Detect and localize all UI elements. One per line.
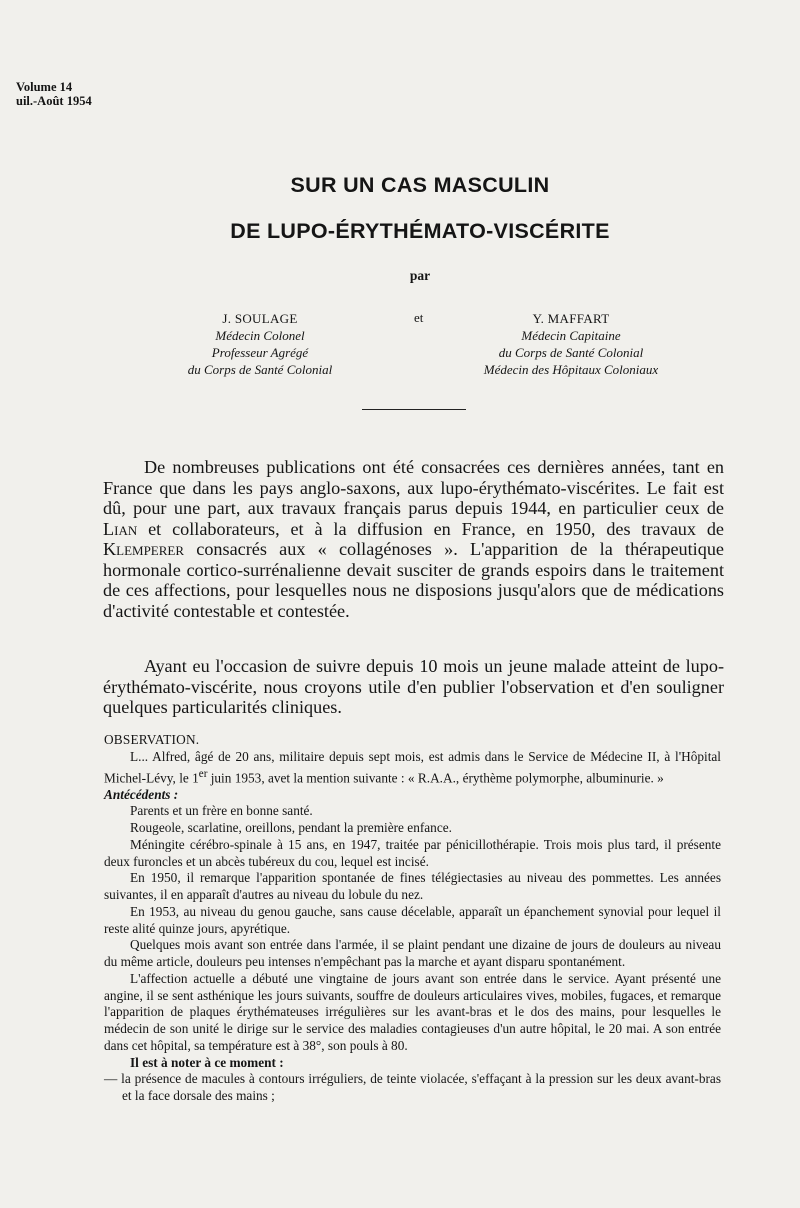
observation-paragraph — [104, 749, 721, 787]
intro-text: et collaborateurs, et à la diffusion en France, en 1950, des travaux de — [137, 518, 724, 539]
author-maffart — [440, 310, 702, 378]
article-title-line-1: SUR UN CAS MASCULIN — [290, 173, 550, 197]
observation-text: L... Alfred, âgé de 20 ans, militaire depuis sept mois, est admis dans le Service de Médecine II, à l'Hôpital Michel-Lévy, le 1 — [104, 748, 721, 785]
observation-paragraph: L'affection actuelle a débuté une vingtaine de jours avant son entrée dans le service. Ayant présenté une angine, il se sent asthénique les jours suivants, souffre de douleurs articulaires vives, mobiles, fugaces, et remarque l'apparition de plaques érythémateuses irrégulières sur les avant-bras et le dos des mains, pour lesquelles le médecin de son unité le dirige sur le service des maladies contagieuses d'un autre hôpital, le 20 mai. A son entrée dans cet hôpital, sa température est à 38°, son pouls à 80. — [104, 970, 721, 1053]
observation-paragraph: En 1953, au niveau du genou gauche, sans cause décelable, apparaît un épanchement synovial pour lequel il reste alité quinze jours, apyrétique. — [104, 903, 721, 936]
observation-list-item: — la présence de macules à contours irréguliers, de teinte violacée, s'effaçant à la pression sur les deux avant-bras et la face dorsale des mains ; — [104, 1071, 721, 1104]
subsection-heading: Antécédents : — [104, 786, 179, 802]
issue-date: uil.-Août 1954 — [16, 94, 92, 108]
article-title-line-2: DE LUPO-ÉRYTHÉMATO-VISCÉRITE — [230, 219, 610, 243]
observation-text: juin 1953, avet la mention suivante : « R.A.A., érythème polymorphe, albuminurie. » — [207, 769, 664, 785]
observation-paragraph: Quelques mois avant son entrée dans l'armée, il se plaint pendant une dizaine de jours de douleurs au niveau du même article, douleurs peu intenses n'empêchant pas la marche et ayant disparu spontanément. — [104, 937, 721, 970]
intro-text: consacrés aux « collagénoses ». L'apparition de la thérapeutique hormonale cortico-surrénalienne devait susciter de grands espoirs dans le traitement de ces affections, pour lesquelles nous ne disposions jusqu'alors que de médications d'activité contestable et contestée. — [103, 539, 724, 621]
author-soulage — [140, 310, 380, 378]
intro-text: Ayant eu l'occasion de suivre depuis 10 mois un jeune malade atteint de lupo-érythémato-viscérite, nous croyons utile d'en publier l'observation et d'en souligner quelques particularités cliniques. — [103, 656, 724, 717]
author-role: du Corps de Santé Colonial — [187, 362, 333, 377]
byline-par: par — [409, 268, 431, 283]
author-name: J. SOULAGE — [222, 311, 298, 326]
observation-section — [104, 732, 721, 1105]
intro-paragraph-2 — [103, 656, 724, 718]
observation-paragraph: En 1950, il remarque l'apparition spontanée de fines télégiectasies au niveau des pommettes. Les années suivantes, il en apparaît d'autres au niveau du lobule du nez. — [104, 870, 721, 903]
observation-paragraph: Rougeole, scarlatine, oreillons, pendant la première enfance. — [130, 820, 452, 836]
title-divider — [362, 409, 466, 410]
cited-author-klemperer: Klemperer — [103, 539, 185, 559]
journal-masthead — [16, 80, 92, 108]
author-role: du Corps de Santé Colonial — [498, 345, 644, 360]
section-heading: OBSERVATION. — [104, 732, 200, 747]
byline-et: et — [414, 310, 424, 325]
author-role: Médecin des Hôpitaux Coloniaux — [483, 362, 659, 377]
observation-paragraph: Parents et un frère en bonne santé. — [130, 803, 313, 819]
author-role: Médecin Capitaine — [521, 328, 621, 343]
volume-label: Volume 14 — [16, 80, 73, 94]
ordinal-superscript: er — [198, 767, 208, 780]
author-role: Médecin Colonel — [215, 328, 305, 343]
author-role: Professeur Agrégé — [211, 345, 309, 360]
observation-paragraph: Méningite cérébro-spinale à 15 ans, en 1947, traitée par pénicillothérapie. Trois mois plus tard, il présente deux furoncles et un abcès tubéreux du cou, lequel est incisé. — [104, 836, 721, 869]
intro-text: De nombreuses publications ont été consacrées ces dernières années, tant en France que dans les pays anglo-saxons, aux lupo-érythémato-viscérites. Le fait est dû, pour une part, aux travaux français parus depuis 1944, en particulier ceux de — [103, 457, 724, 518]
author-name: Y. MAFFART — [532, 311, 610, 326]
intro-paragraph-1 — [103, 457, 724, 621]
cited-author-lian: Lian — [103, 518, 138, 539]
observation-paragraph: Il est à noter à ce moment : — [130, 1054, 284, 1070]
